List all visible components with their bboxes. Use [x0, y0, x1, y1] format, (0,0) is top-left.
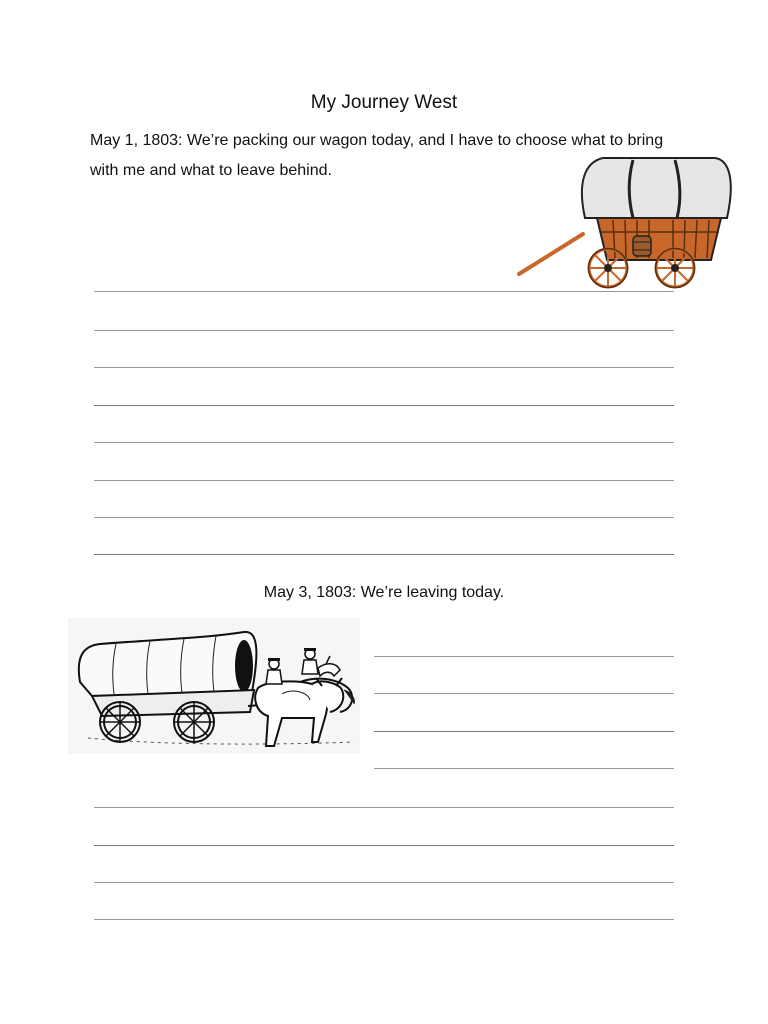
writing-line[interactable] — [374, 656, 674, 657]
writing-line[interactable] — [94, 367, 674, 368]
writing-line[interactable] — [94, 807, 674, 808]
writing-line[interactable] — [94, 291, 674, 292]
writing-line[interactable] — [94, 480, 674, 481]
writing-line[interactable] — [94, 405, 674, 406]
writing-line[interactable] — [374, 768, 674, 769]
ox-drawn-wagon-icon — [68, 618, 360, 754]
writing-line[interactable] — [94, 845, 674, 846]
writing-line[interactable] — [94, 554, 674, 555]
journal-entry-prompt-1: May 1, 1803: We’re packing our wagon today, and I have to choose what to bring with me and what to leave behind. — [90, 132, 664, 179]
writing-line[interactable] — [374, 693, 674, 694]
writing-line[interactable] — [94, 442, 674, 443]
covered-wagon-icon — [515, 152, 733, 292]
writing-line[interactable] — [94, 882, 674, 883]
writing-line[interactable] — [94, 919, 674, 920]
page-title: My Journey West — [310, 92, 458, 113]
journal-entry-prompt-2: May 3, 1803: We’re leaving today. — [263, 584, 505, 601]
writing-line[interactable] — [374, 731, 674, 732]
writing-line[interactable] — [94, 330, 674, 331]
writing-line[interactable] — [94, 517, 674, 518]
